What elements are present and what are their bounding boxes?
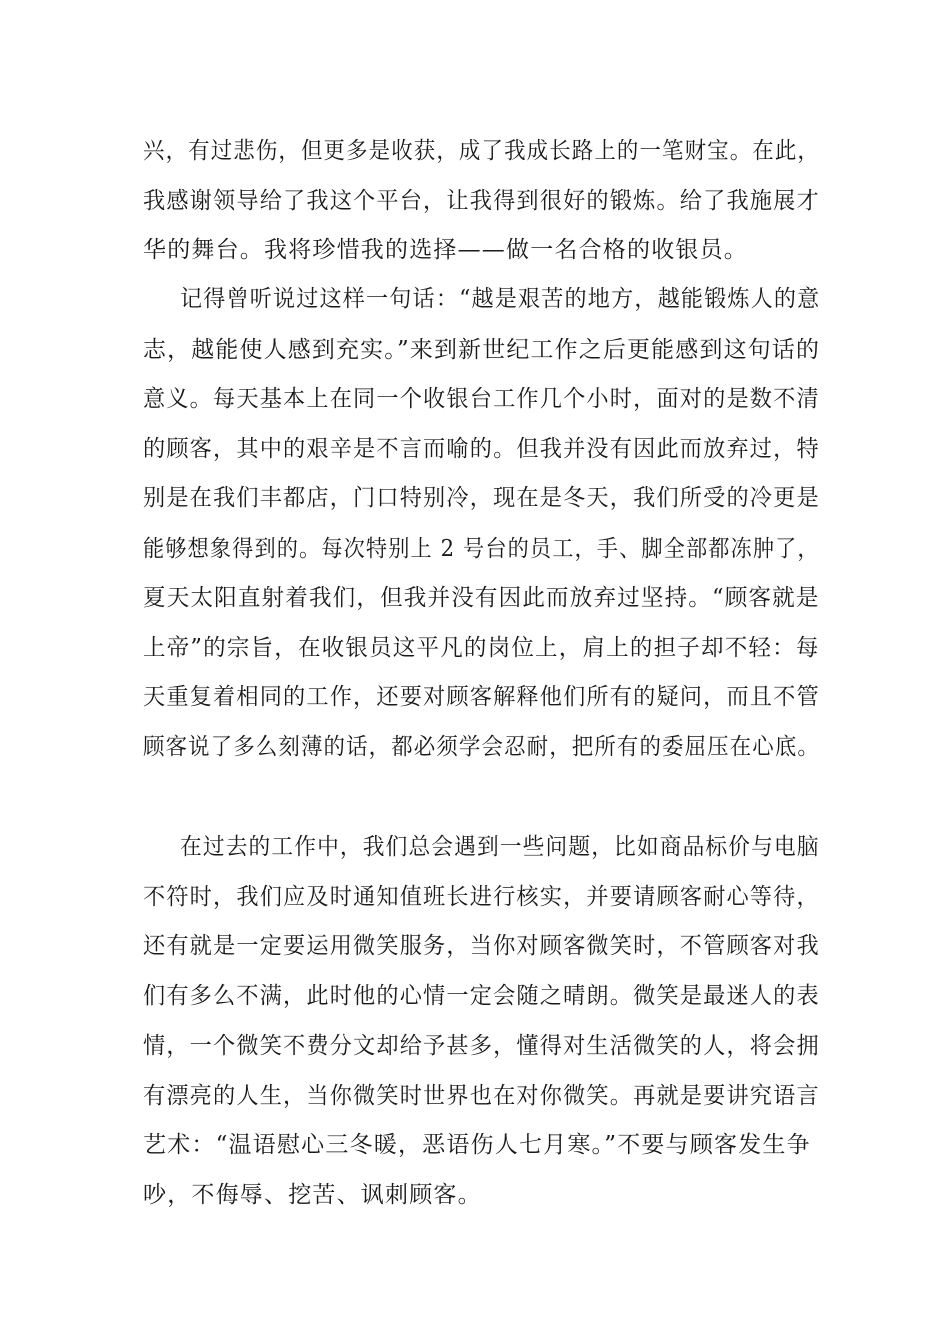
- paragraph-3-line-8: 吵，不侮辱、挖苦、讽刺顾客。: [143, 1182, 482, 1208]
- paragraph-3-line-5: 情，一个微笑不费分文却给予甚多，懂得对生活微笑的人，将会拥: [143, 1033, 820, 1059]
- paragraph-2-line-2: 志，越能使人感到充实。”来到新世纪工作之后更能感到这句话的: [143, 337, 821, 363]
- paragraph-2-line-7: 夏天太阳直射着我们，但我并没有因此而放弃过坚持。“顾客就是: [143, 585, 820, 611]
- paragraph-2-line-6: 能够想象得到的。每次特别上 2 号台的员工，手、脚全部都冻肿了，: [143, 536, 820, 562]
- paragraph-3-line-3: 还有就是一定要运用微笑服务，当你对顾客微笑时，不管顾客对我: [143, 933, 820, 959]
- paragraph-2-line-1: 记得曾听说过这样一句话：“越是艰苦的地方，越能锻炼人的意: [180, 286, 821, 312]
- paragraph-1-line-3: 华的舞台。我将珍惜我的选择——做一名合格的收银员。: [143, 237, 748, 263]
- paragraph-2-line-8: 上帝”的宗旨，在收银员这平凡的岗位上，肩上的担子却不轻：每: [143, 635, 820, 661]
- paragraph-3-line-2: 不符时，我们应及时通知值班长进行核实，并要请顾客耐心等待，: [143, 884, 820, 910]
- paragraph-3-line-7: 艺术：“温语慰心三冬暖，恶语伤人七月寒。”不要与顾客发生争: [143, 1132, 811, 1158]
- paragraph-2-line-3: 意义。每天基本上在同一个收银台工作几个小时，面对的是数不清: [143, 386, 820, 412]
- paragraph-2-line-9: 天重复着相同的工作，还要对顾客解释他们所有的疑问，而且不管: [143, 684, 820, 710]
- paragraph-3-line-6: 有漂亮的人生，当你微笑时世界也在对你微笑。再就是要讲究语言: [143, 1083, 820, 1109]
- paragraph-2-line-4: 的顾客，其中的艰辛是不言而喻的。但我并没有因此而放弃过，特: [143, 436, 820, 462]
- paragraph-1-line-1: 兴，有过悲伤，但更多是收获，成了我成长路上的一笔财宝。在此，: [143, 138, 820, 164]
- paragraph-3-line-1: 在过去的工作中，我们总会遇到一些问题，比如商品标价与电脑: [180, 834, 820, 860]
- paragraph-2-line-10: 顾客说了多么刻薄的话，都必须学会忍耐，把所有的委屈压在心底。: [143, 734, 820, 760]
- paragraph-3-line-4: 们有多么不满，此时他的心情一定会随之晴朗。微笑是最迷人的表: [143, 983, 820, 1009]
- paragraph-2-line-5: 别是在我们丰都店，门口特别冷，现在是冬天，我们所受的冷更是: [143, 485, 820, 511]
- paragraph-1-line-2: 我感谢领导给了我这个平台，让我得到很好的锻炼。给了我施展才: [143, 188, 820, 214]
